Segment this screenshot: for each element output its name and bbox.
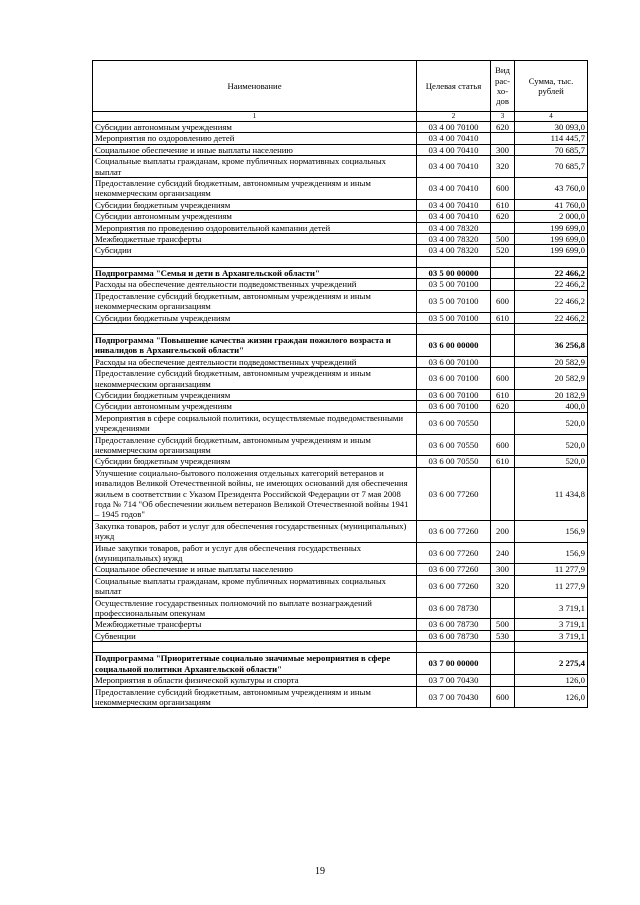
code-cell: 03 4 00 70410 <box>417 144 491 155</box>
sum-cell: 41 760,0 <box>515 199 588 210</box>
code-cell: 03 5 00 70100 <box>417 312 491 323</box>
table-row <box>93 630 588 641</box>
code-cell: 03 6 00 70100 <box>417 368 491 390</box>
code-cell: 03 6 00 78730 <box>417 597 491 619</box>
name-cell: Социальное обеспечение и иные выплаты населению <box>93 564 417 575</box>
table-row <box>93 211 588 222</box>
sum-cell: 3 719,1 <box>515 630 588 641</box>
column-number: 2 <box>417 112 491 122</box>
spacer-cell <box>491 256 515 267</box>
table-row <box>93 619 588 630</box>
name-cell: Межбюджетные трансферты <box>93 234 417 245</box>
kind-cell: 320 <box>491 575 515 597</box>
code-cell: 03 4 00 78320 <box>417 222 491 233</box>
spacer-cell <box>93 323 417 334</box>
table-row <box>93 368 588 390</box>
kind-cell: 600 <box>491 434 515 456</box>
spacer-cell <box>515 323 588 334</box>
name-cell: Мероприятия в сфере социальной политики, осуществляемые подведомственными учреждениями <box>93 412 417 434</box>
code-cell: 03 6 00 77260 <box>417 542 491 564</box>
sum-cell: 20 582,9 <box>515 368 588 390</box>
name-cell: Улучшение социально-бытового положения отдельных категорий ветеранов и инвалидов Великой Отечественной войны, не имеющих оснований для обеспечения жильем в соответствии с Указом Президента Российской Федерации от 7 мая 2008 года № 714 "Об обеспечении жильем ветеранов Великой Отечественной войны 1941 – 1945 годов" <box>93 467 417 520</box>
code-cell: 03 4 00 78320 <box>417 245 491 256</box>
table-row <box>93 312 588 323</box>
sum-cell: 11 277,9 <box>515 575 588 597</box>
kind-cell: 620 <box>491 401 515 412</box>
name-cell: Подпрограмма "Семья и дети в Архангельской области" <box>93 267 417 278</box>
kind-cell: 620 <box>491 122 515 133</box>
sum-cell: 20 182,9 <box>515 389 588 400</box>
sum-cell: 20 582,9 <box>515 356 588 367</box>
name-cell: Субсидии бюджетным учреждениям <box>93 456 417 467</box>
kind-cell: 530 <box>491 630 515 641</box>
kind-cell <box>491 467 515 520</box>
kind-cell <box>491 653 515 675</box>
sum-cell: 22 466,2 <box>515 290 588 312</box>
table-row <box>93 156 588 178</box>
kind-cell <box>491 133 515 144</box>
name-cell: Субсидии бюджетным учреждениям <box>93 199 417 210</box>
column-number: 3 <box>491 112 515 122</box>
kind-cell <box>491 222 515 233</box>
sum-cell: 520,0 <box>515 456 588 467</box>
spacer-cell <box>515 642 588 653</box>
sum-cell: 3 719,1 <box>515 619 588 630</box>
sum-cell: 36 256,8 <box>515 334 588 356</box>
subprogram-row <box>93 653 588 675</box>
sum-cell: 2 000,0 <box>515 211 588 222</box>
code-cell: 03 4 00 78320 <box>417 234 491 245</box>
subprogram-row <box>93 267 588 278</box>
table-row <box>93 434 588 456</box>
kind-cell: 600 <box>491 368 515 390</box>
kind-cell <box>491 597 515 619</box>
code-cell: 03 4 00 70410 <box>417 156 491 178</box>
spacer-cell <box>417 642 491 653</box>
table-row <box>93 122 588 133</box>
code-cell: 03 6 00 77260 <box>417 564 491 575</box>
table-row <box>93 412 588 434</box>
name-cell: Предоставление субсидий бюджетным, автономным учреждениям и иным некоммерческим организациям <box>93 686 417 708</box>
table-row <box>93 356 588 367</box>
kind-cell: 610 <box>491 199 515 210</box>
name-cell: Социальные выплаты гражданам, кроме публичных нормативных социальных выплат <box>93 575 417 597</box>
code-cell: 03 7 00 00000 <box>417 653 491 675</box>
kind-cell: 520 <box>491 245 515 256</box>
table-row <box>93 178 588 200</box>
sum-cell: 22 466,2 <box>515 312 588 323</box>
sum-cell: 43 760,0 <box>515 178 588 200</box>
spacer-cell <box>491 323 515 334</box>
kind-cell: 610 <box>491 312 515 323</box>
table-row <box>93 389 588 400</box>
sum-cell: 520,0 <box>515 434 588 456</box>
spacer-row <box>93 323 588 334</box>
kind-cell: 200 <box>491 520 515 542</box>
spacer-cell <box>93 256 417 267</box>
sum-cell: 199 699,0 <box>515 234 588 245</box>
budget-table <box>92 60 588 708</box>
code-cell: 03 6 00 77260 <box>417 520 491 542</box>
sum-cell: 22 466,2 <box>515 267 588 278</box>
sum-cell: 156,9 <box>515 542 588 564</box>
table-row <box>93 234 588 245</box>
header-kind: Вид рас-хо-дов <box>491 61 515 112</box>
header-name: Наименование <box>93 61 417 112</box>
code-cell: 03 4 00 70100 <box>417 122 491 133</box>
sum-cell: 520,0 <box>515 412 588 434</box>
code-cell: 03 5 00 00000 <box>417 267 491 278</box>
spacer-cell <box>93 642 417 653</box>
sum-cell: 126,0 <box>515 675 588 686</box>
table-row <box>93 245 588 256</box>
name-cell: Мероприятия по проведению оздоровительной кампании детей <box>93 222 417 233</box>
header-code: Целевая статья <box>417 61 491 112</box>
table-row <box>93 675 588 686</box>
sum-cell: 199 699,0 <box>515 222 588 233</box>
sum-cell: 70 685,7 <box>515 144 588 155</box>
table-row <box>93 279 588 290</box>
name-cell: Мероприятия в области физической культуры и спорта <box>93 675 417 686</box>
name-cell: Субвенции <box>93 630 417 641</box>
name-cell: Предоставление субсидий бюджетным, автономным учреждениям и иным некоммерческим организациям <box>93 368 417 390</box>
sum-cell: 22 466,2 <box>515 279 588 290</box>
code-cell: 03 6 00 70100 <box>417 401 491 412</box>
table-body <box>93 122 588 708</box>
sum-cell: 70 685,7 <box>515 156 588 178</box>
sum-cell: 11 434,8 <box>515 467 588 520</box>
name-cell: Подпрограмма "Приоритетные социально значимые мероприятия в сфере социальной политики Архангельской области" <box>93 653 417 675</box>
sum-cell: 2 275,4 <box>515 653 588 675</box>
code-cell: 03 6 00 70100 <box>417 389 491 400</box>
spacer-cell <box>417 323 491 334</box>
code-cell: 03 4 00 70410 <box>417 178 491 200</box>
code-cell: 03 4 00 70410 <box>417 199 491 210</box>
table-row <box>93 575 588 597</box>
table-row <box>93 456 588 467</box>
name-cell: Субсидии автономным учреждениям <box>93 122 417 133</box>
table-row <box>93 290 588 312</box>
table-row <box>93 597 588 619</box>
sum-cell: 400,0 <box>515 401 588 412</box>
name-cell: Мероприятия по оздоровлению детей <box>93 133 417 144</box>
code-cell: 03 6 00 70550 <box>417 412 491 434</box>
spacer-cell <box>491 642 515 653</box>
name-cell: Осуществление государственных полномочий по выплате вознаграждений профессиональным опекунам <box>93 597 417 619</box>
name-cell: Субсидии бюджетным учреждениям <box>93 312 417 323</box>
kind-cell <box>491 334 515 356</box>
kind-cell: 300 <box>491 144 515 155</box>
code-cell: 03 4 00 70410 <box>417 211 491 222</box>
kind-cell <box>491 356 515 367</box>
column-number: 4 <box>515 112 588 122</box>
kind-cell: 600 <box>491 686 515 708</box>
header-sum: Сумма, тыс. рублей <box>515 61 588 112</box>
sum-cell: 30 093,0 <box>515 122 588 133</box>
name-cell: Закупка товаров, работ и услуг для обеспечения государственных (муниципальных) нужд <box>93 520 417 542</box>
kind-cell <box>491 267 515 278</box>
sum-cell: 11 277,9 <box>515 564 588 575</box>
column-number-row <box>93 112 588 122</box>
code-cell: 03 6 00 77260 <box>417 467 491 520</box>
table-row <box>93 520 588 542</box>
kind-cell: 500 <box>491 619 515 630</box>
kind-cell: 500 <box>491 234 515 245</box>
kind-cell: 320 <box>491 156 515 178</box>
code-cell: 03 6 00 78730 <box>417 619 491 630</box>
table-row <box>93 144 588 155</box>
kind-cell: 300 <box>491 564 515 575</box>
table-row <box>93 199 588 210</box>
name-cell: Предоставление субсидий бюджетным, автономным учреждениям и иным некоммерческим организациям <box>93 178 417 200</box>
spacer-cell <box>417 256 491 267</box>
kind-cell: 600 <box>491 178 515 200</box>
code-cell: 03 7 00 70430 <box>417 686 491 708</box>
table-row <box>93 401 588 412</box>
name-cell: Субсидии автономным учреждениям <box>93 401 417 412</box>
page-number: 19 <box>315 866 325 877</box>
name-cell: Иные закупки товаров, работ и услуг для обеспечения государственных (муниципальных) нужд <box>93 542 417 564</box>
name-cell: Предоставление субсидий бюджетным, автономным учреждениям и иным некоммерческим организациям <box>93 434 417 456</box>
sum-cell: 199 699,0 <box>515 245 588 256</box>
name-cell: Межбюджетные трансферты <box>93 619 417 630</box>
name-cell: Расходы на обеспечение деятельности подведомственных учреждений <box>93 356 417 367</box>
sum-cell: 156,9 <box>515 520 588 542</box>
kind-cell: 600 <box>491 290 515 312</box>
table-header-row <box>93 61 588 112</box>
kind-cell <box>491 279 515 290</box>
table-row <box>93 686 588 708</box>
code-cell: 03 6 00 77260 <box>417 575 491 597</box>
sum-cell: 3 719,1 <box>515 597 588 619</box>
kind-cell: 610 <box>491 389 515 400</box>
kind-cell: 620 <box>491 211 515 222</box>
name-cell: Расходы на обеспечение деятельности подведомственных учреждений <box>93 279 417 290</box>
name-cell: Субсидии <box>93 245 417 256</box>
table-row <box>93 222 588 233</box>
sum-cell: 126,0 <box>515 686 588 708</box>
spacer-cell <box>515 256 588 267</box>
name-cell: Субсидии автономным учреждениям <box>93 211 417 222</box>
code-cell: 03 7 00 70430 <box>417 675 491 686</box>
column-number: 1 <box>93 112 417 122</box>
kind-cell: 610 <box>491 456 515 467</box>
name-cell: Подпрограмма "Повышение качества жизни граждан пожилого возраста и инвалидов в Архангельской области" <box>93 334 417 356</box>
sum-cell: 114 445,7 <box>515 133 588 144</box>
name-cell: Социальное обеспечение и иные выплаты населению <box>93 144 417 155</box>
table-row <box>93 467 588 520</box>
kind-cell: 240 <box>491 542 515 564</box>
code-cell: 03 6 00 78730 <box>417 630 491 641</box>
code-cell: 03 5 00 70100 <box>417 290 491 312</box>
table-row <box>93 542 588 564</box>
spacer-row <box>93 642 588 653</box>
name-cell: Социальные выплаты гражданам, кроме публичных нормативных социальных выплат <box>93 156 417 178</box>
name-cell: Субсидии бюджетным учреждениям <box>93 389 417 400</box>
kind-cell <box>491 675 515 686</box>
name-cell: Предоставление субсидий бюджетным, автономным учреждениям и иным некоммерческим организациям <box>93 290 417 312</box>
subprogram-row <box>93 334 588 356</box>
code-cell: 03 5 00 70100 <box>417 279 491 290</box>
code-cell: 03 4 00 70410 <box>417 133 491 144</box>
table-row <box>93 564 588 575</box>
table-row <box>93 133 588 144</box>
code-cell: 03 6 00 70550 <box>417 456 491 467</box>
spacer-row <box>93 256 588 267</box>
code-cell: 03 6 00 00000 <box>417 334 491 356</box>
kind-cell <box>491 412 515 434</box>
code-cell: 03 6 00 70100 <box>417 356 491 367</box>
code-cell: 03 6 00 70550 <box>417 434 491 456</box>
